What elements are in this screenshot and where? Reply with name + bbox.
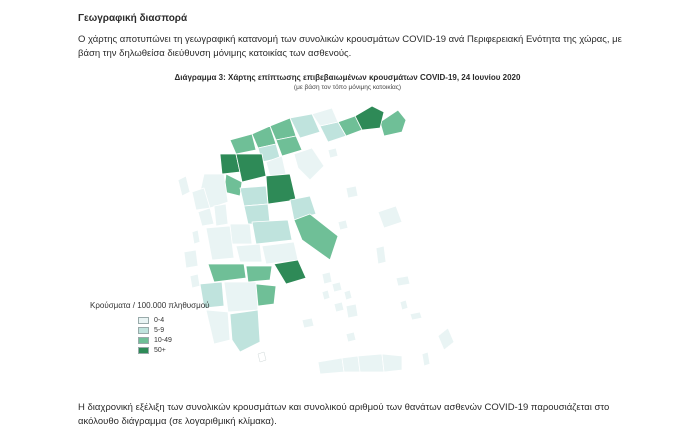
region-karpathos — [422, 352, 430, 366]
region-fthiotida — [252, 220, 292, 244]
region-arta — [214, 204, 228, 226]
region-argolida — [256, 284, 276, 306]
region-trikala — [240, 186, 268, 206]
region-kos — [410, 312, 422, 320]
legend-swatch — [138, 337, 149, 344]
region-kythira — [258, 352, 266, 362]
region-evia — [294, 214, 338, 260]
region-milos — [302, 318, 314, 328]
region-kalymnos — [400, 300, 408, 310]
map-title: Διάγραμμα 3: Χάρτης επίπτωσης επιβεβαιωμένων κρουσμάτων COVID-19, 24 Ιουνίου 2020 — [174, 73, 521, 82]
region-santorini — [346, 332, 356, 342]
region-tinos — [332, 282, 342, 292]
map-subtitle: (με βάση τον τόπο μόνιμης κατοικίας) — [293, 84, 402, 91]
legend-title: Κρούσματα / 100.000 πληθυσμού — [90, 301, 210, 310]
legend-swatch — [138, 327, 149, 334]
legend-item — [138, 325, 172, 335]
section-heading: Γεωγραφική διασπορά — [78, 13, 188, 24]
region-zakynthos — [190, 274, 200, 288]
region-andros — [322, 272, 332, 284]
region-kefallonia — [184, 250, 198, 268]
region-paros — [334, 302, 344, 312]
legend-label: 5-9 — [154, 326, 165, 334]
region-chalkidiki — [294, 148, 324, 180]
region-syros — [322, 290, 330, 300]
region-thasos — [328, 148, 338, 158]
region-korinthia — [246, 266, 272, 282]
region-limnos — [346, 186, 358, 198]
map-legend — [138, 315, 172, 355]
region-naxos — [346, 304, 358, 318]
region-preveza — [198, 208, 214, 226]
region-achaia — [208, 264, 246, 282]
region-evrytania — [230, 224, 252, 244]
region-samos — [396, 276, 410, 286]
region-skyros — [338, 220, 348, 230]
region-florina — [230, 134, 256, 154]
legend-swatch — [138, 347, 149, 354]
region-arkadia — [224, 282, 258, 312]
region-lasithi — [382, 354, 402, 372]
legend-label: 50+ — [154, 346, 166, 354]
footer-paragraph: Η διαχρονική εξέλιξη των συνολικών κρουσμάτων και συνολικού αριθμού των θανάτων ασθενών COVID-19 παρουσιάζεται στο ακόλουθο διάγραμμα (σε λογαριθμική κλίμακα). — [78, 402, 610, 427]
region-lefkada — [192, 230, 200, 244]
region-kerkyra — [178, 176, 190, 196]
region-fokida — [236, 244, 262, 262]
region-mykonos — [344, 290, 352, 300]
region-rethymno — [342, 356, 360, 372]
legend-item — [138, 335, 172, 345]
region-kozani — [236, 154, 266, 182]
greece-map — [170, 92, 550, 387]
region-chania — [318, 358, 344, 374]
legend-label: 10-49 — [154, 336, 172, 344]
region-chios — [376, 246, 386, 264]
region-lesvos — [378, 206, 402, 228]
region-rodos — [438, 328, 454, 350]
region-attiki — [274, 260, 306, 284]
legend-item — [138, 315, 172, 325]
legend-swatch — [138, 317, 149, 324]
region-irakleio — [358, 354, 384, 372]
region-aitoloakarnania — [206, 226, 234, 260]
region-messinia — [206, 310, 230, 344]
region-lakonia — [230, 310, 260, 352]
legend-label: 0-4 — [154, 316, 165, 324]
legend-item — [138, 345, 172, 355]
intro-paragraph: Ο χάρτης αποτυπώνει τη γεωγραφική κατανομή των συνολικών κρουσμάτων COVID-19 ανά Περιφερειακή Ενότητα της χώρας, με βάση την δηλωθείσα διεύθυνση μόνιμης κατοικίας των ασθενούς. — [78, 34, 622, 59]
